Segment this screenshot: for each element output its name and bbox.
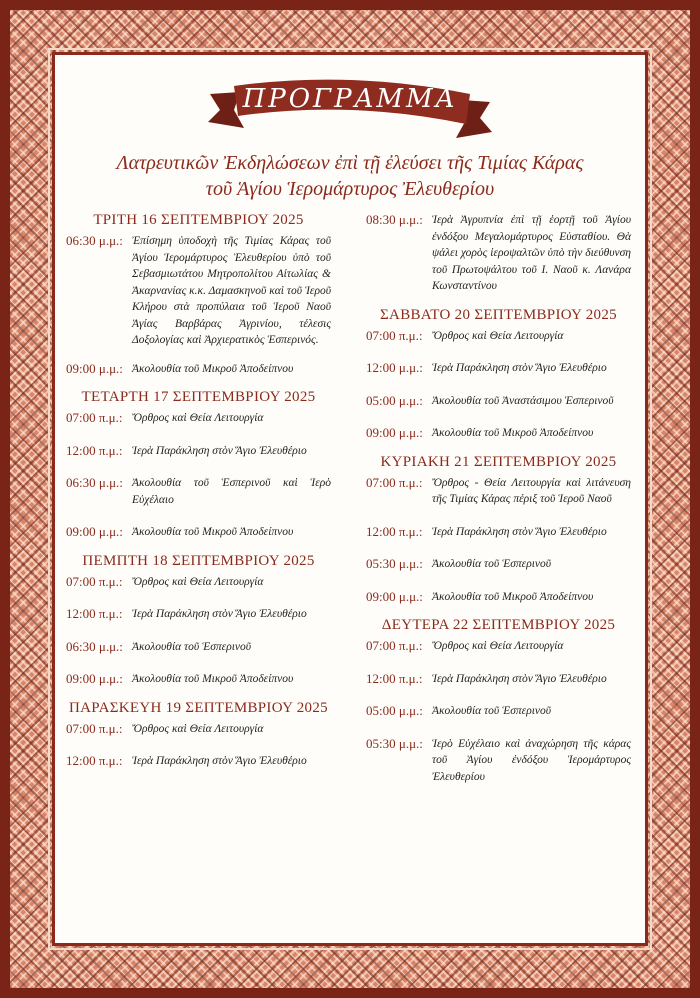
entry-text: Ὄρθρος - Θεία Λειτουργία καὶ λιτάνευση τῆς Τιμίας Κάρας πέριξ τοῦ Ἱεροῦ Ναοῦ: [432, 476, 631, 505]
day-block: [366, 617, 631, 785]
entry-time: 12:00 π.μ.:: [366, 670, 423, 686]
day-heading: ΤΡΙΤΗ 16 ΣΕΠΤΕΜΒΡΙΟΥ 2025: [93, 212, 304, 228]
schedule-entry: [366, 475, 631, 508]
entry-text: Ἀκολουθία τοῦ Μικροῦ Ἀποδείπνου: [432, 427, 594, 439]
entry-text: Ἀκολουθία τοῦ Ἑσπερινοῦ: [132, 640, 252, 653]
entry-time: 06:30 μ.μ.:: [66, 475, 123, 490]
entry-text: Ὄρθρος καὶ Θεία Λειτουργία: [432, 640, 564, 652]
entry-time: 07:00 π.μ.:: [66, 720, 123, 736]
schedule-entry: [366, 524, 631, 541]
entry-time: 12:00 π.μ.:: [66, 753, 123, 768]
day-block: [66, 553, 331, 688]
entry-text: Ὄρθρος καὶ Θεία Λειτουργία: [432, 329, 564, 342]
schedule-entry: [66, 671, 331, 688]
schedule-entry: [366, 703, 631, 720]
entry-time: 12:00 π.μ.:: [66, 606, 123, 621]
entry-time: 06:30 μ.μ.:: [66, 233, 123, 248]
schedule-entry: [366, 328, 631, 345]
entry-time: 07:00 π.μ.:: [366, 474, 423, 490]
entry-time: 09:00 μ.μ.:: [66, 671, 123, 686]
entry-text: Ἀκολουθία τοῦ Μικροῦ Ἀποδείπνου: [432, 590, 594, 603]
entry-time: 09:00 μ.μ.:: [66, 524, 123, 539]
schedule-entry: [66, 606, 331, 623]
schedule-entry: [66, 721, 331, 738]
entry-time: 09:00 μ.μ.:: [66, 360, 123, 376]
banner-title: ΠΡΟΓΡΑΜΜΑ: [242, 84, 458, 114]
entry-text: Ἀκολουθία τοῦ Ἑσπερινοῦ καὶ Ἱερὸ Εὐχέλαιο: [132, 477, 331, 506]
day-block: [366, 454, 631, 606]
schedule-entry: [366, 736, 631, 786]
schedule-entry: [66, 361, 331, 378]
schedule-entry: [66, 475, 331, 508]
entry-time: 08:30 μ.μ.:: [366, 212, 423, 227]
entry-time: 07:00 π.μ.:: [366, 327, 423, 343]
entry-time: 12:00 π.μ.:: [366, 523, 423, 539]
day-heading: ΔΕΥΤΕΡΑ 22 ΣΕΠΤΕΜΒΡΙΟΥ 2025: [381, 617, 616, 633]
schedule-entry: [66, 410, 331, 427]
schedule-entry: [66, 639, 331, 656]
day-block: [66, 212, 331, 377]
schedule-entry: [366, 360, 631, 377]
day-block: [366, 212, 631, 295]
day-heading: ΚΥΡΙΑΚΗ 21 ΣΕΠΤΕΜΒΡΙΟΥ 2025: [380, 453, 617, 470]
schedule-entry: [366, 212, 631, 295]
entry-text: Ἱερὰ Παράκληση στὸν Ἅγιο Ἐλευθέριο: [432, 672, 607, 685]
entry-text: Ὄρθρος καὶ Θεία Λειτουργία: [132, 575, 264, 588]
entry-text: Ἐπίσημη ὑποδοχὴ τῆς Τιμίας Κάρας τοῦ Ἁγίου Ἱερομάρτυρος Ἐλευθερίου ὑπὸ τοῦ Σεβασμιωτάτου Μητροπολίτου Αἰτωλίας & Ἀκαρνανίας κ.κ. Δαμασκηνοῦ καὶ τοῦ Ἱεροῦ Κλήρου στὰ προπύλαια τοῦ Ἱεροῦ Ναοῦ Ἁγίας Βαρβάρας Ἀγρινίου, τέλεσις Δοξολογίας καὶ Ἀρχιερατικὸς Ἑσπερινός.: [132, 235, 331, 346]
day-heading: ΤΕΤΑΡΤΗ 17 ΣΕΠΤΕΜΒΡΙΟΥ 2025: [81, 389, 316, 405]
entry-text: Ἀκολουθία τοῦ Ἑσπερινοῦ: [432, 558, 552, 570]
entry-text: Ἀκολουθία τοῦ Μικροῦ Ἀποδείπνου: [132, 362, 294, 375]
schedule-entry: [366, 556, 631, 573]
entry-text: Ἀκολουθία τοῦ Μικροῦ Ἀποδείπνου: [132, 526, 294, 538]
entry-text: Ἱερὰ Παράκληση στὸν Ἅγιο Ἐλευθέριο: [132, 755, 307, 767]
schedule-entry: [66, 753, 331, 770]
entry-text: Ἱερὰ Παράκληση στὸν Ἅγιο Ἐλευθέριο: [132, 444, 307, 457]
day-heading: ΣΑΒΒΑΤΟ 20 ΣΕΠΤΕΜΒΡΙΟΥ 2025: [380, 306, 617, 323]
day-heading: ΠΑΡΑΣΚΕΥΗ 19 ΣΕΠΤΕΜΒΡΙΟΥ 2025: [69, 699, 328, 716]
schedule-entry: [66, 233, 331, 349]
schedule-column-right: [366, 212, 631, 797]
entry-text: Ἱερὰ Παράκληση στὸν Ἅγιο Ἐλευθέριο: [432, 362, 607, 374]
entry-time: 09:00 μ.μ.:: [366, 588, 423, 604]
schedule-entry: [66, 574, 331, 591]
day-heading: ΠΕΜΠΤΗ 18 ΣΕΠΤΕΜΒΡΙΟΥ 2025: [82, 552, 315, 569]
schedule-entry: [66, 443, 331, 460]
subtitle-line-1: Λατρευτικῶν Ἐκδηλώσεων ἐπὶ τῇ ἐλεύσει τῆς Τιμίας Κάρας: [116, 152, 584, 174]
day-block: [66, 389, 331, 541]
entry-time: 12:00 μ.μ.:: [366, 360, 423, 375]
day-block: [366, 307, 631, 442]
entry-text: Ὄρθρος καὶ Θεία Λειτουργία: [132, 412, 264, 424]
entry-time: 05:30 μ.μ.:: [366, 556, 423, 571]
schedule-entry: [366, 671, 631, 688]
entry-time: 05:00 μ.μ.:: [366, 703, 423, 718]
entry-text: Ἱερὰ Παράκληση στὸν Ἅγιο Ἐλευθέριο: [132, 608, 307, 620]
entry-time: 05:30 μ.μ.:: [366, 735, 423, 751]
entry-text: Ἀκολουθία τοῦ Ἑσπερινοῦ: [432, 705, 552, 717]
schedule-entry: [366, 589, 631, 606]
entry-time: 07:00 π.μ.:: [366, 638, 423, 653]
schedule-column-left: [66, 212, 331, 782]
schedule-entry: [366, 393, 631, 410]
day-block: [66, 700, 331, 770]
schedule-entry: [366, 425, 631, 442]
entry-text: Ὄρθρος καὶ Θεία Λειτουργία: [132, 722, 264, 735]
schedule-entry: [366, 638, 631, 655]
entry-text: Ἱερὸ Εὐχέλαιο καὶ ἀναχώρηση τῆς κάρας τοῦ Ἁγίου ἐνδόξου Ἱερομάρτυρος Ἐλευθερίου: [432, 737, 631, 783]
entry-time: 07:00 π.μ.:: [66, 573, 123, 589]
entry-text: Ἀκολουθία τοῦ Μικροῦ Ἀποδείπνου: [132, 673, 294, 685]
entry-time: 06:30 μ.μ.:: [66, 638, 123, 654]
entry-text: Ἱερὰ Ἀγρυπνία ἐπὶ τῇ ἑορτῇ τοῦ Ἁγίου ἐνδόξου Μεγαλομάρτυρος Εὐσταθίου. Θὰ ψάλει χορὸς ἱεροψαλτῶν ὑπὸ τὴν διεύθυνση τοῦ Πρωτοψάλτου τοῦ Ι. Ναοῦ κ. Λανάρα Κωνσταντίνου: [432, 214, 631, 292]
schedule-entry: [66, 524, 331, 541]
entry-text: Ἀκολουθία τοῦ Ἀναστάσιμου Ἑσπερινοῦ: [432, 394, 614, 407]
entry-time: 12:00 π.μ.:: [66, 442, 123, 458]
subtitle-line-2: τοῦ Ἁγίου Ἱερομάρτυρος Ἐλευθερίου: [205, 178, 495, 200]
entry-time: 05:00 μ.μ.:: [366, 392, 423, 408]
entry-time: 07:00 π.μ.:: [66, 410, 123, 425]
entry-text: Ἱερὰ Παράκληση στὸν Ἅγιο Ἐλευθέριο: [432, 525, 607, 538]
entry-time: 09:00 μ.μ.:: [366, 425, 423, 440]
